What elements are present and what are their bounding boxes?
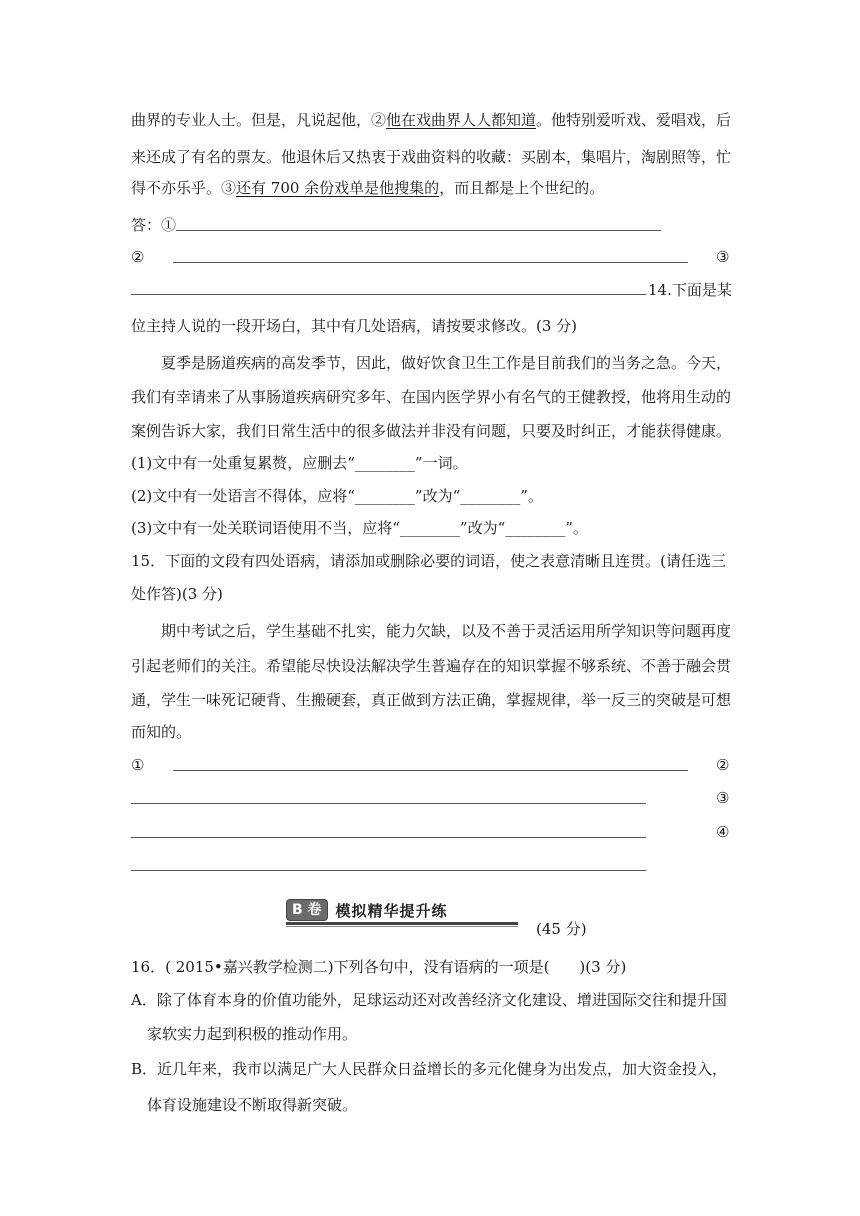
passage-text: 曲界的专业人士。但是，凡说起他，② xyxy=(131,111,387,129)
q15-answer-line-2[interactable] xyxy=(131,803,646,804)
question-16-head: 16．( 2015•嘉兴教学检测二)下列各句中，没有语病的一项是( )(3 分) xyxy=(131,958,627,976)
passage-line-3 xyxy=(131,178,604,198)
answer-line-3[interactable] xyxy=(131,294,646,295)
passage-text: ，而且都是上个世纪的。 xyxy=(439,179,605,197)
answer-label: 答：① xyxy=(131,216,177,234)
section-b-score: (45 分) xyxy=(536,920,587,938)
q16-option-a-line-1: A．除了体育本身的价值功能外，足球运动还对改善经济文化建设、增进国际交往和提升国 xyxy=(131,991,727,1009)
section-b-badge: B 卷 xyxy=(286,899,328,921)
q15-marker-3: ③ xyxy=(716,789,730,807)
underlined-sentence-2: 他在戏曲界人人都知道 xyxy=(386,111,537,129)
q15-passage-line-2: 引起老师们的关注。希望能尽快设法解决学生普遍存在的知识掌握不够系统、不善于融会贯 xyxy=(131,657,732,675)
q15-passage-line-4: 而知的。 xyxy=(131,723,192,741)
q15-passage-line-3: 通，学生一味死记硬背、生搬硬套，真正做到方法正确，掌握规律，举一反三的突破是可想 xyxy=(131,691,732,709)
q14-passage-line-1: 夏季是肠道疾病的高发季节，因此，做好饮食卫生工作是目前我们的当务之急。今天， xyxy=(161,354,732,372)
passage-line-1 xyxy=(131,110,731,130)
section-divider-thin xyxy=(286,926,518,927)
q15-answer-line-3[interactable] xyxy=(131,837,646,838)
passage-text: 得不亦乐乎。③ xyxy=(131,179,237,197)
q15-marker-4: ④ xyxy=(716,823,730,841)
q16-option-b-line-2: 体育设施建设不断取得新突破。 xyxy=(147,1096,358,1114)
q15-marker-1: ① xyxy=(131,756,145,774)
answer-marker-2: ② xyxy=(131,248,145,266)
underlined-sentence-3: 还有 700 余份戏单是他搜集的 xyxy=(236,179,440,197)
answer-line-1[interactable] xyxy=(176,230,661,231)
section-b-title: 模拟精华提升练 xyxy=(335,901,448,920)
question-14-head: 14.下面是某 xyxy=(648,281,732,299)
q14-subquestion-2: (2)文中有一处语言不得体，应将“________”改为“________”。 xyxy=(131,487,543,505)
question-14-text: 位主持人说的一段开场白，其中有几处语病，请按要求修改。(3 分) xyxy=(131,317,578,335)
q14-passage-line-3: 案例告诉大家，我们日常生活中的很多做法并非没有问题，只要及时纠正，才能获得健康。 xyxy=(131,422,732,440)
answer-marker-3: ③ xyxy=(716,248,730,266)
passage-line-2: 来还成了有名的票友。他退休后又热衷于戏曲资料的收藏：买剧本，集唱片，淘剧照等，忙 xyxy=(131,148,732,166)
q16-option-b-line-1: B．近几年来，我市以满足广大人民群众日益增长的多元化健身为出发点，加大资金投入， xyxy=(131,1060,728,1078)
q15-marker-2: ② xyxy=(716,756,730,774)
q14-subquestion-3: (3)文中有一处关联词语使用不当，应将“________”改为“________”。 xyxy=(131,519,588,537)
passage-text: 。他特别爱听戏、爱唱戏，后 xyxy=(536,111,732,129)
section-b-header xyxy=(286,899,448,921)
q15-answer-line-4[interactable] xyxy=(131,870,646,871)
answer-line-2[interactable] xyxy=(173,262,688,263)
q15-answer-line-1[interactable] xyxy=(173,770,688,771)
question-15-line-1: 15．下面的文段有四处语病，请添加或删除必要的词语，使之表意清晰且连贯。(请任选三 xyxy=(131,552,726,570)
q15-passage-line-1: 期中考试之后，学生基础不扎实，能力欠缺，以及不善于灵活运用所学知识等问题再度 xyxy=(161,622,732,640)
q16-option-a-line-2: 家软实力起到积极的推动作用。 xyxy=(147,1025,358,1043)
q14-passage-line-2: 我们有幸请来了从事肠道疾病研究多年、在国内医学界小有名气的王健教授，他将用生动的 xyxy=(131,388,732,406)
question-15-line-2: 处作答)(3 分) xyxy=(131,585,223,603)
q14-subquestion-1: (1)文中有一处重复累赘，应删去“________”一词。 xyxy=(131,454,468,472)
section-divider xyxy=(286,922,518,925)
